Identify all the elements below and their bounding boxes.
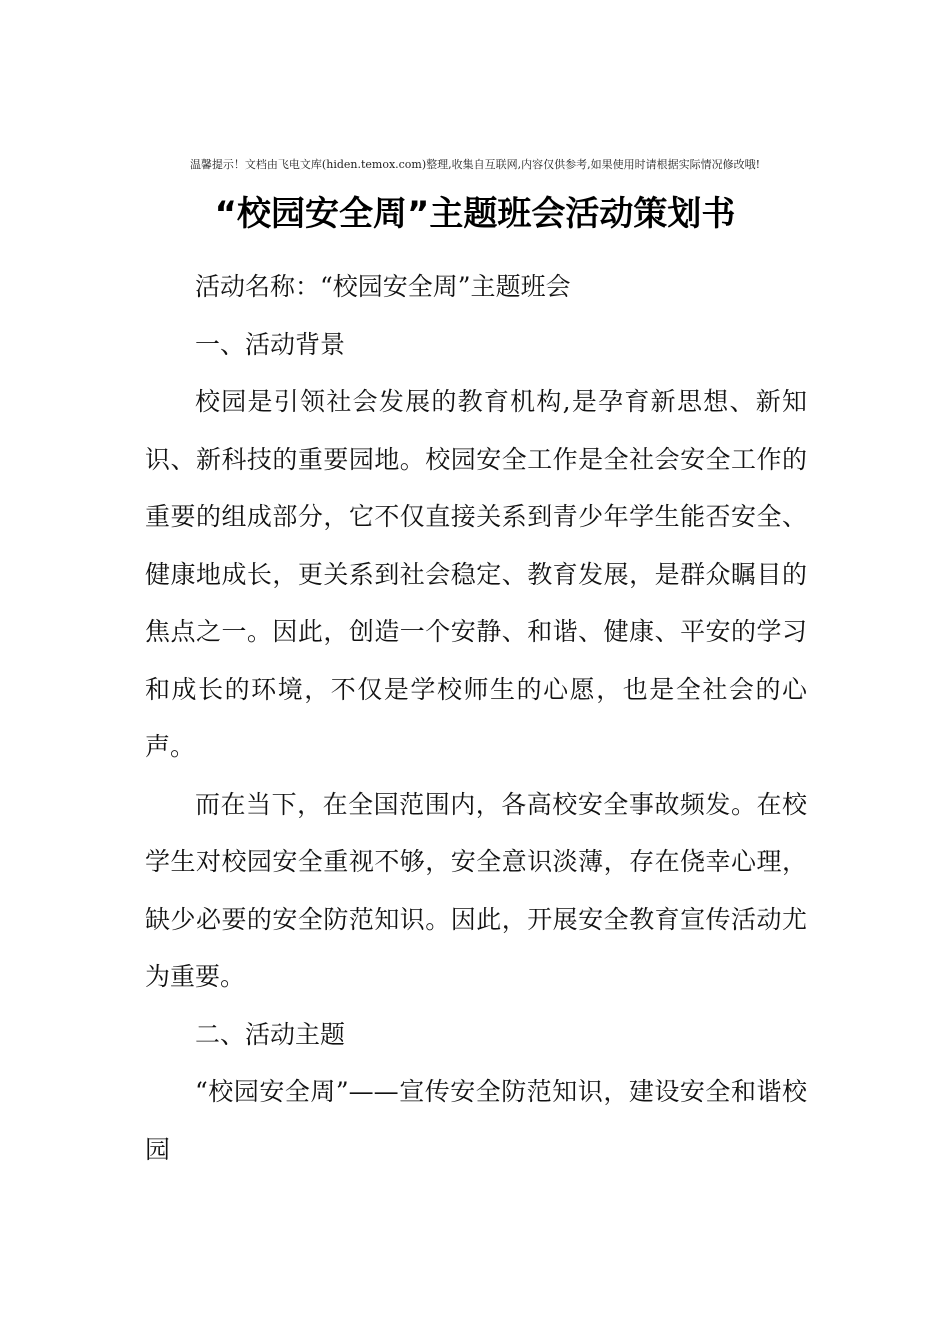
document-body xyxy=(145,258,807,1178)
paragraph-background-2: 而在当下，在全国范围内，各高校安全事故频发。在校学生对校园安全重视不够，安全意识淡薄，存在侥幸心理，缺少必要的安全防范知识。因此，开展安全教育宣传活动尤为重要。 xyxy=(145,789,807,991)
section-heading-background: 一、活动背景 xyxy=(195,329,346,359)
paragraph-background-1: 校园是引领社会发展的教育机构,是孕育新思想、新知识、新科技的重要园地。校园安全工作是全社会安全工作的重要的组成部分，它不仅直接关系到青少年学生能否安全、健康地成长，更关系到社会稳定、教育发展，是群众瞩目的焦点之一。因此，创造一个安静、和谐、健康、平安的学习和成长的环境，不仅是学校师生的心愿，也是全社会的心声。 xyxy=(145,387,807,761)
section-heading-theme: 二、活动主题 xyxy=(195,1019,346,1049)
paragraph-theme: “校园安全周”——宣传安全防范知识，建设安全和谐校园 xyxy=(145,1077,807,1164)
document-title: “校园安全周”主题班会活动策划书 xyxy=(214,194,736,234)
download-notice: 温馨提示！文档由飞电文库(hiden.temox.com)整理,收集自互联网,内容仅供参考,如果使用时请根据实际情况修改哦! xyxy=(189,158,761,171)
activity-name: 活动名称：“校园安全周”主题班会 xyxy=(195,272,571,301)
